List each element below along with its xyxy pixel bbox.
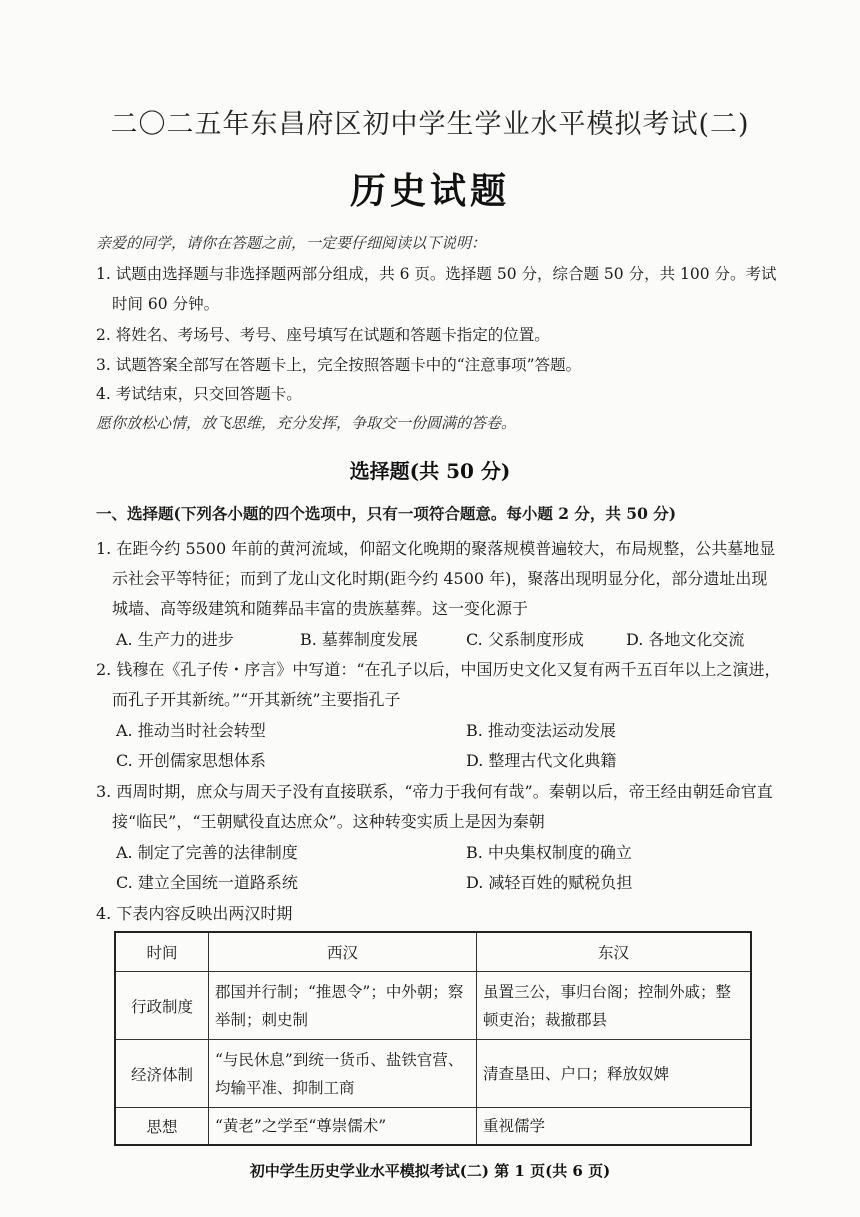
instruction-item-4: 4. 考试结束，只交回答题卡。 <box>96 385 302 403</box>
instruction-item-3: 3. 试题答案全部写在答题卡上，完全按照答题卡中的“注意事项”答题。 <box>96 356 582 374</box>
table-row-label: 经济体制 <box>115 1040 209 1108</box>
question-2-option-d: D. 整理古代文化典籍 <box>466 751 617 770</box>
table-cell-western-han: “黄老”之学至“尊崇儒术” <box>209 1108 477 1146</box>
question-1-option-b: B. 墓葬制度发展 <box>300 630 418 649</box>
question-1-line-3: 城墙、高等级建筑和随葬品丰富的贵族墓葬。这一变化源于 <box>112 599 529 618</box>
question-1-line-2: 示社会平等特征；而到了龙山文化时期(距今约 4500 年)，聚落出现明显分化，部分遗址出现 <box>112 569 768 588</box>
table-header-time: 时间 <box>115 932 209 972</box>
instruction-item-2: 2. 将姓名、考场号、考号、座号填写在试题和答题卡指定的位置。 <box>96 326 550 344</box>
table-row-label: 思想 <box>115 1108 209 1146</box>
table-cell-eastern-han: 虽置三公，事归台阁；控制外戚；整顿吏治；裁撤郡县 <box>477 972 752 1040</box>
question-3-option-c: C. 建立全国统一道路系统 <box>116 873 298 892</box>
subject-title: 历史试题 <box>349 170 510 212</box>
table-header-eastern-han: 东汉 <box>477 932 752 972</box>
exam-title: 二〇二五年东昌府区初中学生学业水平模拟考试(二) <box>110 109 750 140</box>
question-3-line-2: 接“临民”，“王朝赋役直达庶众”。这种转变实质上是因为秦朝 <box>112 812 545 831</box>
table-cell-eastern-han: 清查垦田、户口；释放奴婢 <box>477 1040 752 1108</box>
section-title: 选择题(共 50 分) <box>349 459 511 483</box>
question-2-option-c: C. 开创儒家思想体系 <box>116 751 266 770</box>
question-1-option-a: A. 生产力的进步 <box>116 630 234 649</box>
question-2-line-1: 2. 钱穆在《孔子传・序言》中写道：“在孔子以后，中国历史文化又复有两千五百年以上之演进， <box>96 660 781 679</box>
table-header-western-han: 西汉 <box>209 932 477 972</box>
page-footer: 初中学生历史学业水平模拟考试(二) 第 1 页(共 6 页) <box>249 1162 611 1180</box>
table-row <box>115 1040 751 1108</box>
instruction-item-1-cont: 时间 60 分钟。 <box>112 295 220 313</box>
question-2-line-2: 而孔子开其新统。”“开其新统”主要指孔子 <box>112 690 401 709</box>
question-2-option-b: B. 推动变法运动发展 <box>466 721 616 740</box>
part-heading: 一、选择题(下列各小题的四个选项中，只有一项符合题意。每小题 2 分，共 50 分) <box>96 504 677 523</box>
question-3-option-b: B. 中央集权制度的确立 <box>466 843 632 862</box>
table-row <box>115 972 751 1040</box>
table-cell-eastern-han: 重视儒学 <box>477 1108 752 1146</box>
question-1-line-1: 1. 在距今约 5500 年前的黄河流域，仰韶文化晚期的聚落规模普遍较大，布局规整，公共墓地显 <box>96 539 776 558</box>
instructions-greeting: 亲爱的同学，请你在答题之前，一定要仔细阅读以下说明： <box>96 234 487 252</box>
question-3-option-a: A. 制定了完善的法律制度 <box>116 843 298 862</box>
table-row <box>115 1108 751 1146</box>
question-3-line-1: 3. 西周时期，庶众与周天子没有直接联系，“帝力于我何有哉”。秦朝以后，帝王经由朝廷命官直 <box>96 782 773 801</box>
han-comparison-table <box>114 931 752 1146</box>
instruction-item-1: 1. 试题由选择题与非选择题两部分组成，共 6 页。选择题 50 分，综合题 50 分，共 100 分。考试 <box>96 265 777 283</box>
question-1-option-d: D. 各地文化交流 <box>626 630 745 649</box>
question-1-option-c: C. 父系制度形成 <box>466 630 584 649</box>
table-cell-western-han: “与民休息”到统一货币、盐铁官营、均输平准、抑制工商 <box>209 1040 477 1108</box>
instructions-wish: 愿你放松心情，放飞思维，充分发挥，争取交一份圆满的答卷。 <box>96 414 517 432</box>
question-2-option-a: A. 推动当时社会转型 <box>116 721 266 740</box>
question-3-option-d: D. 减轻百姓的赋税负担 <box>466 873 633 892</box>
question-4-line-1: 4. 下表内容反映出两汉时期 <box>96 904 293 923</box>
table-row-label: 行政制度 <box>115 972 209 1040</box>
table-cell-western-han: 郡国并行制；“推恩令”；中外朝；察举制；刺史制 <box>209 972 477 1040</box>
table-header-row <box>115 932 751 972</box>
